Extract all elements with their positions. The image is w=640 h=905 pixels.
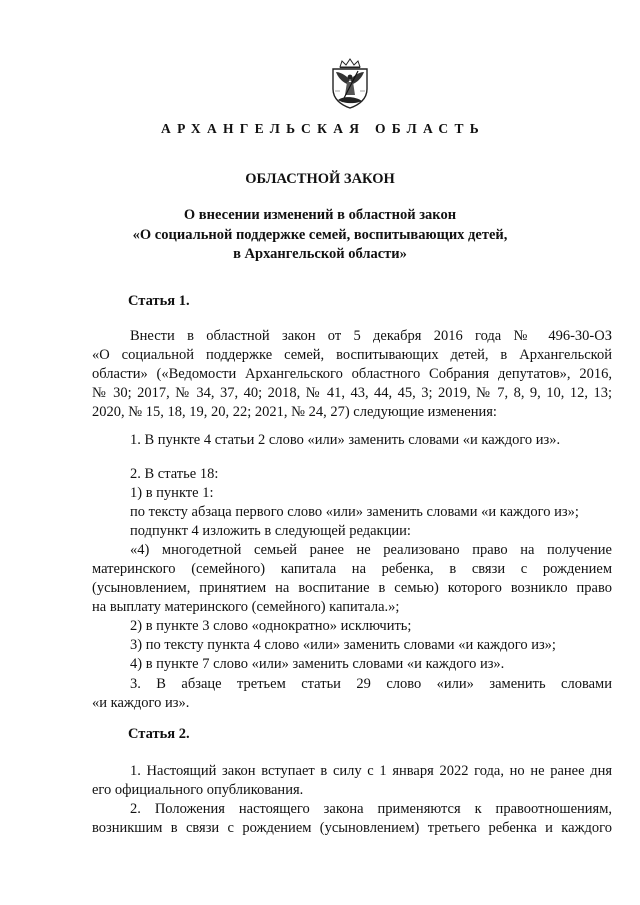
text-line: 2. Положения настоящего закона применяются к правоотношениям, [130, 801, 612, 817]
title-line: «О социальной поддержке семей, воспитывающих детей, [132, 226, 508, 243]
text-line: его официального опубликования. [92, 782, 304, 798]
article-1-heading: Статья 1. [128, 293, 190, 309]
text-line: 1) в пункте 1: [130, 485, 214, 501]
text-line: возникшим в связи с рождением (усыновлением) третьего ребенка и каждого [92, 820, 612, 836]
article-1-intro [92, 327, 612, 422]
text-line: «и каждого из». [92, 695, 190, 711]
article-1-item-2 [92, 465, 612, 674]
text-line: 1. В пункте 4 статьи 2 слово «или» заменить словами «и каждого из». [130, 432, 561, 448]
text-line: 3) по тексту пункта 4 слово «или» заменить словами «и каждого из»; [130, 637, 556, 653]
article-1-item-3 [92, 675, 612, 713]
text-line: на выплату материнского (семейного) капитала.»; [92, 599, 400, 615]
text-line: 2020, № 15, 18, 19, 20, 22; 2021, № 24, 27) следующие изменения: [92, 404, 497, 420]
text-line: области» («Ведомости Архангельского областного Собрания депутатов», 2016, [92, 366, 612, 382]
text-line: № 30; 2017, № 34, 37, 40; 2018, № 41, 43, 44, 45, 3; 2019, № 7, 8, 9, 10, 12, 13; [92, 385, 612, 401]
article-1-item-1 [92, 431, 612, 450]
coat-of-arms-icon [328, 58, 372, 110]
region-name: АРХАНГЕЛЬСКАЯ ОБЛАСТЬ [161, 121, 485, 136]
text-line: «О социальной поддержке семей, воспитывающих детей, в Архангельской [92, 347, 612, 363]
text-line: 2. В статье 18: [130, 466, 219, 482]
text-line: подпункт 4 изложить в следующей редакции: [130, 523, 411, 539]
title-line: в Архангельской области» [233, 246, 407, 262]
text-line: Внести в областной закон от 5 декабря 2016 года № 496-30-ОЗ [130, 328, 612, 344]
document-title [0, 206, 640, 265]
article-2-item-2 [92, 800, 612, 838]
article-2-item-1 [92, 762, 612, 800]
text-line: «4) многодетной семьей ранее не реализовано право на получение [130, 542, 612, 558]
document-type: ОБЛАСТНОЙ ЗАКОН [245, 171, 395, 187]
text-line: 4) в пункте 7 слово «или» заменить словами «и каждого из». [130, 656, 505, 672]
text-line: 2) в пункте 3 слово «однократно» исключить; [130, 618, 412, 634]
text-line: материнского (семейного) капитала на ребенка, в связи с рождением [92, 561, 612, 577]
text-line: по тексту абзаца первого слово «или» заменить словами «и каждого из»; [130, 504, 579, 520]
title-line: О внесении изменений в областной закон [183, 207, 457, 223]
archangel-emblem-icon [328, 58, 372, 110]
article-2-heading: Статья 2. [128, 726, 190, 742]
text-line: 1. Настоящий закон вступает в силу с 1 января 2022 года, но не ранее дня [130, 763, 612, 779]
text-line: 3. В абзаце третьем статьи 29 слово «или» заменить словами [130, 676, 612, 692]
text-line: (усыновлением, принятием на воспитание в семью) которого возникло право [92, 580, 612, 596]
